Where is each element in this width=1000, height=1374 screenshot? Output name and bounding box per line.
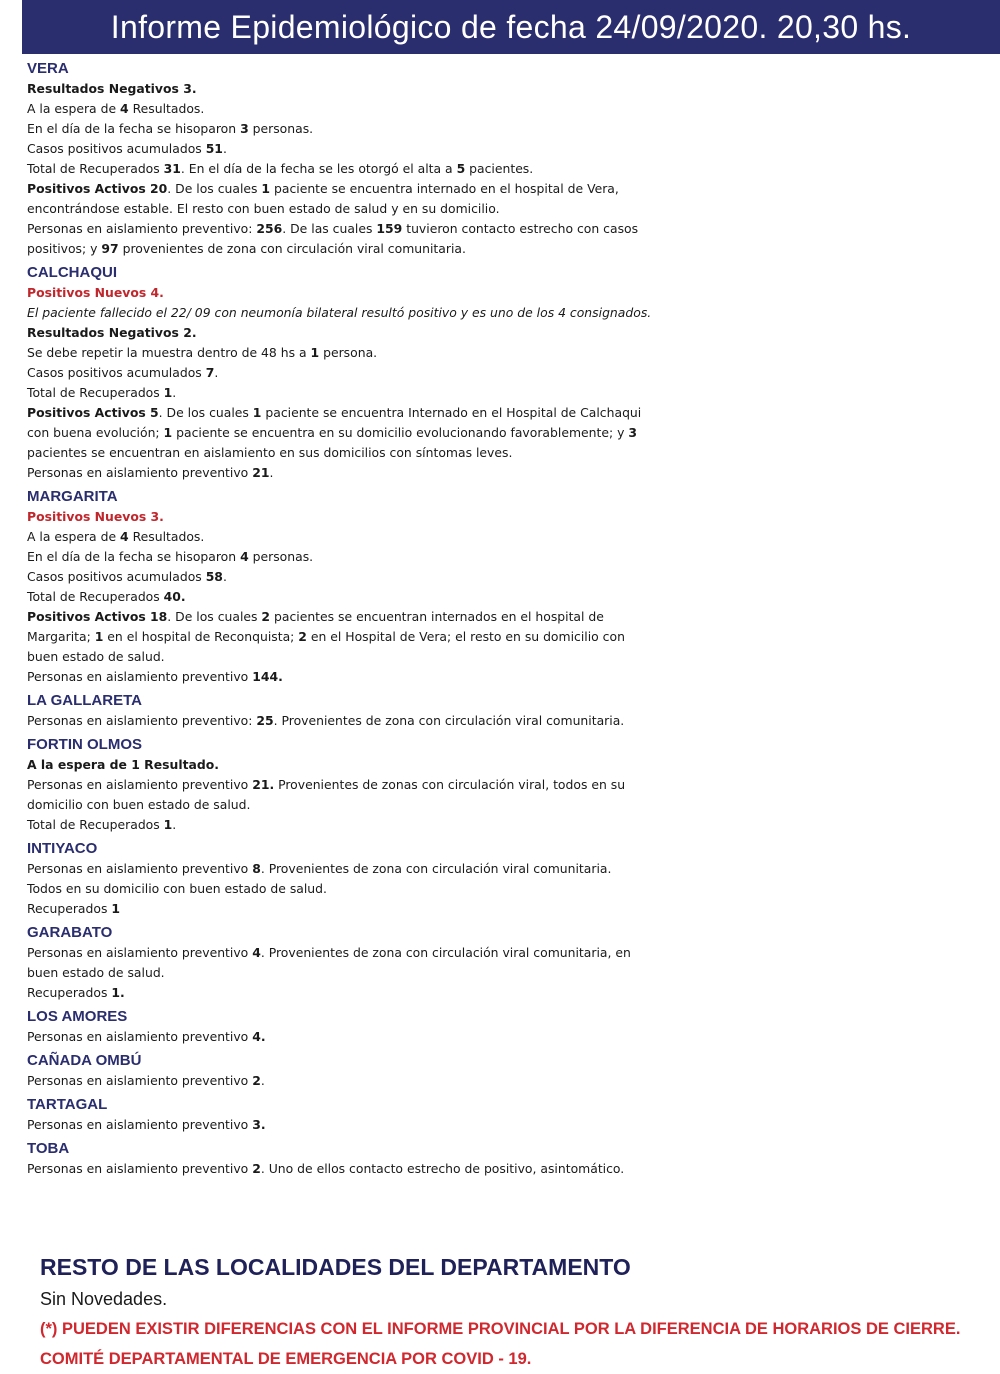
line-segment: 1 (111, 901, 120, 916)
report-line (27, 343, 977, 363)
line-segment: Personas en aislamiento preventivo (27, 1161, 253, 1176)
line-segment: 21. (252, 777, 275, 792)
line-segment: tuvieron contacto estrecho con casos (402, 221, 639, 236)
line-segment: buen estado de salud. (27, 649, 165, 664)
line-segment: Personas en aislamiento preventivo (27, 777, 253, 792)
report-line (27, 943, 977, 963)
line-segment: Todos en su domicilio con buen estado de salud. (27, 881, 327, 896)
report-line (27, 567, 977, 587)
line-segment: Total de Recuperados (27, 589, 164, 604)
locality-title: VERA (27, 60, 69, 77)
line-segment: . De los cuales (167, 181, 262, 196)
line-segment: 3. (252, 1117, 266, 1132)
report-line (27, 775, 977, 795)
line-segment: 25 (256, 713, 274, 728)
line-segment: paciente se encuentra internado en el hospital de Vera, (270, 181, 619, 196)
locality-title: TOBA (27, 1140, 70, 1157)
line-segment: Resultados. (128, 101, 205, 116)
report-line (27, 219, 977, 239)
report-footer (40, 1250, 990, 1374)
line-segment: Provenientes de zonas con circulación viral, todos en su (274, 777, 626, 792)
line-segment: 2 (298, 629, 307, 644)
line-segment: pacientes se encuentran en aislamiento en sus domicilios con síntomas leves. (27, 445, 513, 460)
line-segment: . Provenientes de zona con circulación viral comunitaria. (260, 861, 612, 876)
report-line (27, 1115, 977, 1135)
line-segment: pacientes. (465, 161, 534, 176)
line-segment: 4 (120, 101, 129, 116)
locality-section (27, 691, 977, 731)
line-segment: . De los cuales (158, 405, 253, 420)
line-segment: 8 (252, 861, 261, 876)
report-line (27, 607, 977, 627)
footer-notice: (*) PUEDEN EXISTIR DIFERENCIAS CON EL INFORME PROVINCIAL POR LA DIFERENCIA DE HORARIOS DE CIERRE. (40, 1320, 961, 1338)
line-segment: . Provenientes de zona con circulación viral comunitaria. (273, 713, 625, 728)
report-line (27, 795, 977, 815)
locality-title: LOS AMORES (27, 1008, 128, 1025)
line-segment: 3 (628, 425, 637, 440)
line-segment: 3 (240, 121, 249, 136)
locality-section (27, 1051, 977, 1091)
line-segment: . (172, 817, 177, 832)
line-segment: En el día de la fecha se hisoparon (27, 549, 241, 564)
line-segment: pacientes se encuentran internados en el hospital de (270, 609, 604, 624)
locality-title: LA GALLARETA (27, 692, 142, 709)
line-segment: En el día de la fecha se hisoparon (27, 121, 241, 136)
locality-section (27, 263, 977, 483)
line-segment: Personas en aislamiento preventivo (27, 465, 253, 480)
report-line (27, 755, 977, 775)
line-segment: 21 (252, 465, 270, 480)
line-segment: Resultados Negativos 3. (27, 81, 197, 96)
line-segment: . (172, 385, 177, 400)
line-segment: . Uno de ellos contacto estrecho de positivo, asintomático. (260, 1161, 625, 1176)
locality-section (27, 1095, 977, 1135)
line-segment: . De las cuales (282, 221, 377, 236)
line-segment: 4 (252, 945, 261, 960)
line-segment: Personas en aislamiento preventivo (27, 861, 253, 876)
locality-section (27, 487, 977, 687)
locality-title: GARABATO (27, 924, 113, 941)
line-segment: domicilio con buen estado de salud. (27, 797, 251, 812)
line-segment: 1 (252, 405, 262, 420)
line-segment: Personas en aislamiento preventivo (27, 1029, 253, 1044)
line-segment: 1 (163, 385, 173, 400)
report-line (27, 463, 977, 483)
report-line (27, 383, 977, 403)
line-segment: 1 (163, 425, 173, 440)
locality-section (27, 735, 977, 835)
line-segment: . En el día de la fecha se les otorgó el alta a (180, 161, 457, 176)
line-segment: Personas en aislamiento preventivo (27, 945, 253, 960)
line-segment: . (222, 141, 227, 156)
line-segment: 51 (205, 141, 223, 156)
line-segment: A la espera de (27, 101, 121, 116)
line-segment: Positivos Activos 18 (27, 609, 168, 624)
footer-status: Sin Novedades. (40, 1289, 168, 1309)
line-segment: Margarita; (27, 629, 95, 644)
locality-title: FORTIN OLMOS (27, 736, 142, 753)
report-line (27, 159, 977, 179)
line-segment: Personas en aislamiento preventivo: (27, 221, 257, 236)
line-segment: . De los cuales (167, 609, 262, 624)
line-segment: . (214, 365, 219, 380)
report-line (27, 1071, 977, 1091)
locality-title: CALCHAQUI (27, 264, 117, 281)
line-segment: 1 (163, 817, 173, 832)
line-segment: Total de Recuperados (27, 385, 164, 400)
line-segment: 2 (261, 609, 271, 624)
report-line (27, 79, 977, 99)
line-segment: provenientes de zona con circulación viral comunitaria. (118, 241, 466, 256)
line-segment: Se debe repetir la muestra dentro de 48 hs a (27, 345, 311, 360)
line-segment: 1 (94, 629, 104, 644)
line-segment: buen estado de salud. (27, 965, 165, 980)
locality-title: MARGARITA (27, 488, 118, 505)
line-segment: personas. (248, 121, 314, 136)
line-segment: Positivos Nuevos 3. (27, 509, 164, 524)
line-segment: Personas en aislamiento preventivo (27, 1117, 253, 1132)
line-segment: 256 (256, 221, 283, 236)
line-segment: 4 (120, 529, 129, 544)
report-line (27, 983, 977, 1003)
line-segment: 7 (205, 365, 215, 380)
line-segment: 97 (101, 241, 119, 256)
line-segment: A la espera de (27, 529, 121, 544)
locality-title: TARTAGAL (27, 1096, 108, 1113)
line-segment: Total de Recuperados (27, 161, 164, 176)
report-line (27, 879, 977, 899)
report-line (27, 647, 977, 667)
report-line (27, 283, 977, 303)
line-segment: . Provenientes de zona con circulación viral comunitaria, en (260, 945, 631, 960)
line-segment: 2 (252, 1073, 261, 1088)
report-line (27, 199, 977, 219)
locality-section (27, 1007, 977, 1047)
report-line (27, 587, 977, 607)
report-line (27, 443, 977, 463)
line-segment: 1 (310, 345, 320, 360)
report-line (27, 507, 977, 527)
line-segment: paciente se encuentra en su domicilio evolucionando favorablemente; y (172, 425, 629, 440)
locality-title: INTIYACO (27, 840, 98, 857)
report-line (27, 1027, 977, 1047)
locality-section (27, 1139, 977, 1179)
report-line (27, 627, 977, 647)
line-segment: . (269, 465, 274, 480)
line-segment: personas. (248, 549, 314, 564)
report-line (27, 239, 977, 259)
line-segment: Casos positivos acumulados (27, 365, 206, 380)
report-line (27, 303, 977, 323)
report-line (27, 119, 977, 139)
report-line (27, 899, 977, 919)
line-segment: en el Hospital de Vera; el resto en su domicilio con (306, 629, 625, 644)
line-segment: 4. (252, 1029, 266, 1044)
line-segment: en el hospital de Reconquista; (103, 629, 299, 644)
line-segment: Total de Recuperados (27, 817, 164, 832)
line-segment: Personas en aislamiento preventivo (27, 669, 253, 684)
line-segment: Recuperados (27, 901, 112, 916)
line-segment: 2 (252, 1161, 261, 1176)
line-segment: Casos positivos acumulados (27, 141, 206, 156)
report-line (27, 859, 977, 879)
line-segment: 5 (456, 161, 466, 176)
line-segment: encontrándose estable. El resto con buen estado de salud y en su domicilio. (27, 201, 500, 216)
report-line (27, 815, 977, 835)
line-segment: Positivos Nuevos 4. (27, 285, 164, 300)
line-segment: 4 (240, 549, 249, 564)
line-segment: Recuperados (27, 985, 112, 1000)
report-line (27, 323, 977, 343)
line-segment: Casos positivos acumulados (27, 569, 206, 584)
report-line (27, 139, 977, 159)
report-line (27, 423, 977, 443)
report-header (22, 0, 1000, 54)
line-segment: Positivos Activos 5 (27, 405, 159, 420)
report-body (27, 55, 977, 1183)
report-title: Informe Epidemiológico de fecha 24/09/2020. 20,30 hs. (110, 9, 912, 45)
report-line (27, 667, 977, 687)
line-segment: . (260, 1073, 265, 1088)
locality-section (27, 839, 977, 919)
report-line (27, 711, 977, 731)
line-segment: 40. (163, 589, 186, 604)
report-line (27, 99, 977, 119)
footer-committee: COMITÉ DEPARTAMENTAL DE EMERGENCIA POR COVID - 19. (40, 1350, 532, 1368)
line-segment: 31 (163, 161, 181, 176)
line-segment: 1 (261, 181, 271, 196)
report-line (27, 547, 977, 567)
line-segment: Resultados. (128, 529, 205, 544)
locality-section (27, 59, 977, 259)
line-segment: 159 (376, 221, 403, 236)
locality-title: CAÑADA OMBÚ (27, 1052, 142, 1069)
line-segment: con buena evolución; (27, 425, 164, 440)
line-segment: . (222, 569, 227, 584)
report-line (27, 1159, 977, 1179)
report-line (27, 963, 977, 983)
footer-title: RESTO DE LAS LOCALIDADES DEL DEPARTAMENTO (40, 1254, 631, 1280)
line-segment: Resultados Negativos 2. (27, 325, 197, 340)
line-segment: 144. (252, 669, 283, 684)
line-segment: paciente se encuentra Internado en el Hospital de Calchaqui (261, 405, 642, 420)
report-line (27, 363, 977, 383)
report-line (27, 179, 977, 199)
line-segment: positivos; y (27, 241, 102, 256)
report-line (27, 527, 977, 547)
line-segment: 1. (111, 985, 125, 1000)
line-segment: Positivos Activos 20 (27, 181, 168, 196)
locality-section (27, 923, 977, 1003)
line-segment: 58 (205, 569, 223, 584)
line-segment: Personas en aislamiento preventivo: (27, 713, 257, 728)
line-segment: Personas en aislamiento preventivo (27, 1073, 253, 1088)
report-line (27, 403, 977, 423)
line-segment: persona. (319, 345, 378, 360)
line-segment: El paciente fallecido el 22/ 09 con neumonía bilateral resultó positivo y es uno de los 4 consignados. (27, 305, 652, 320)
line-segment: A la espera de 1 Resultado. (27, 757, 219, 772)
